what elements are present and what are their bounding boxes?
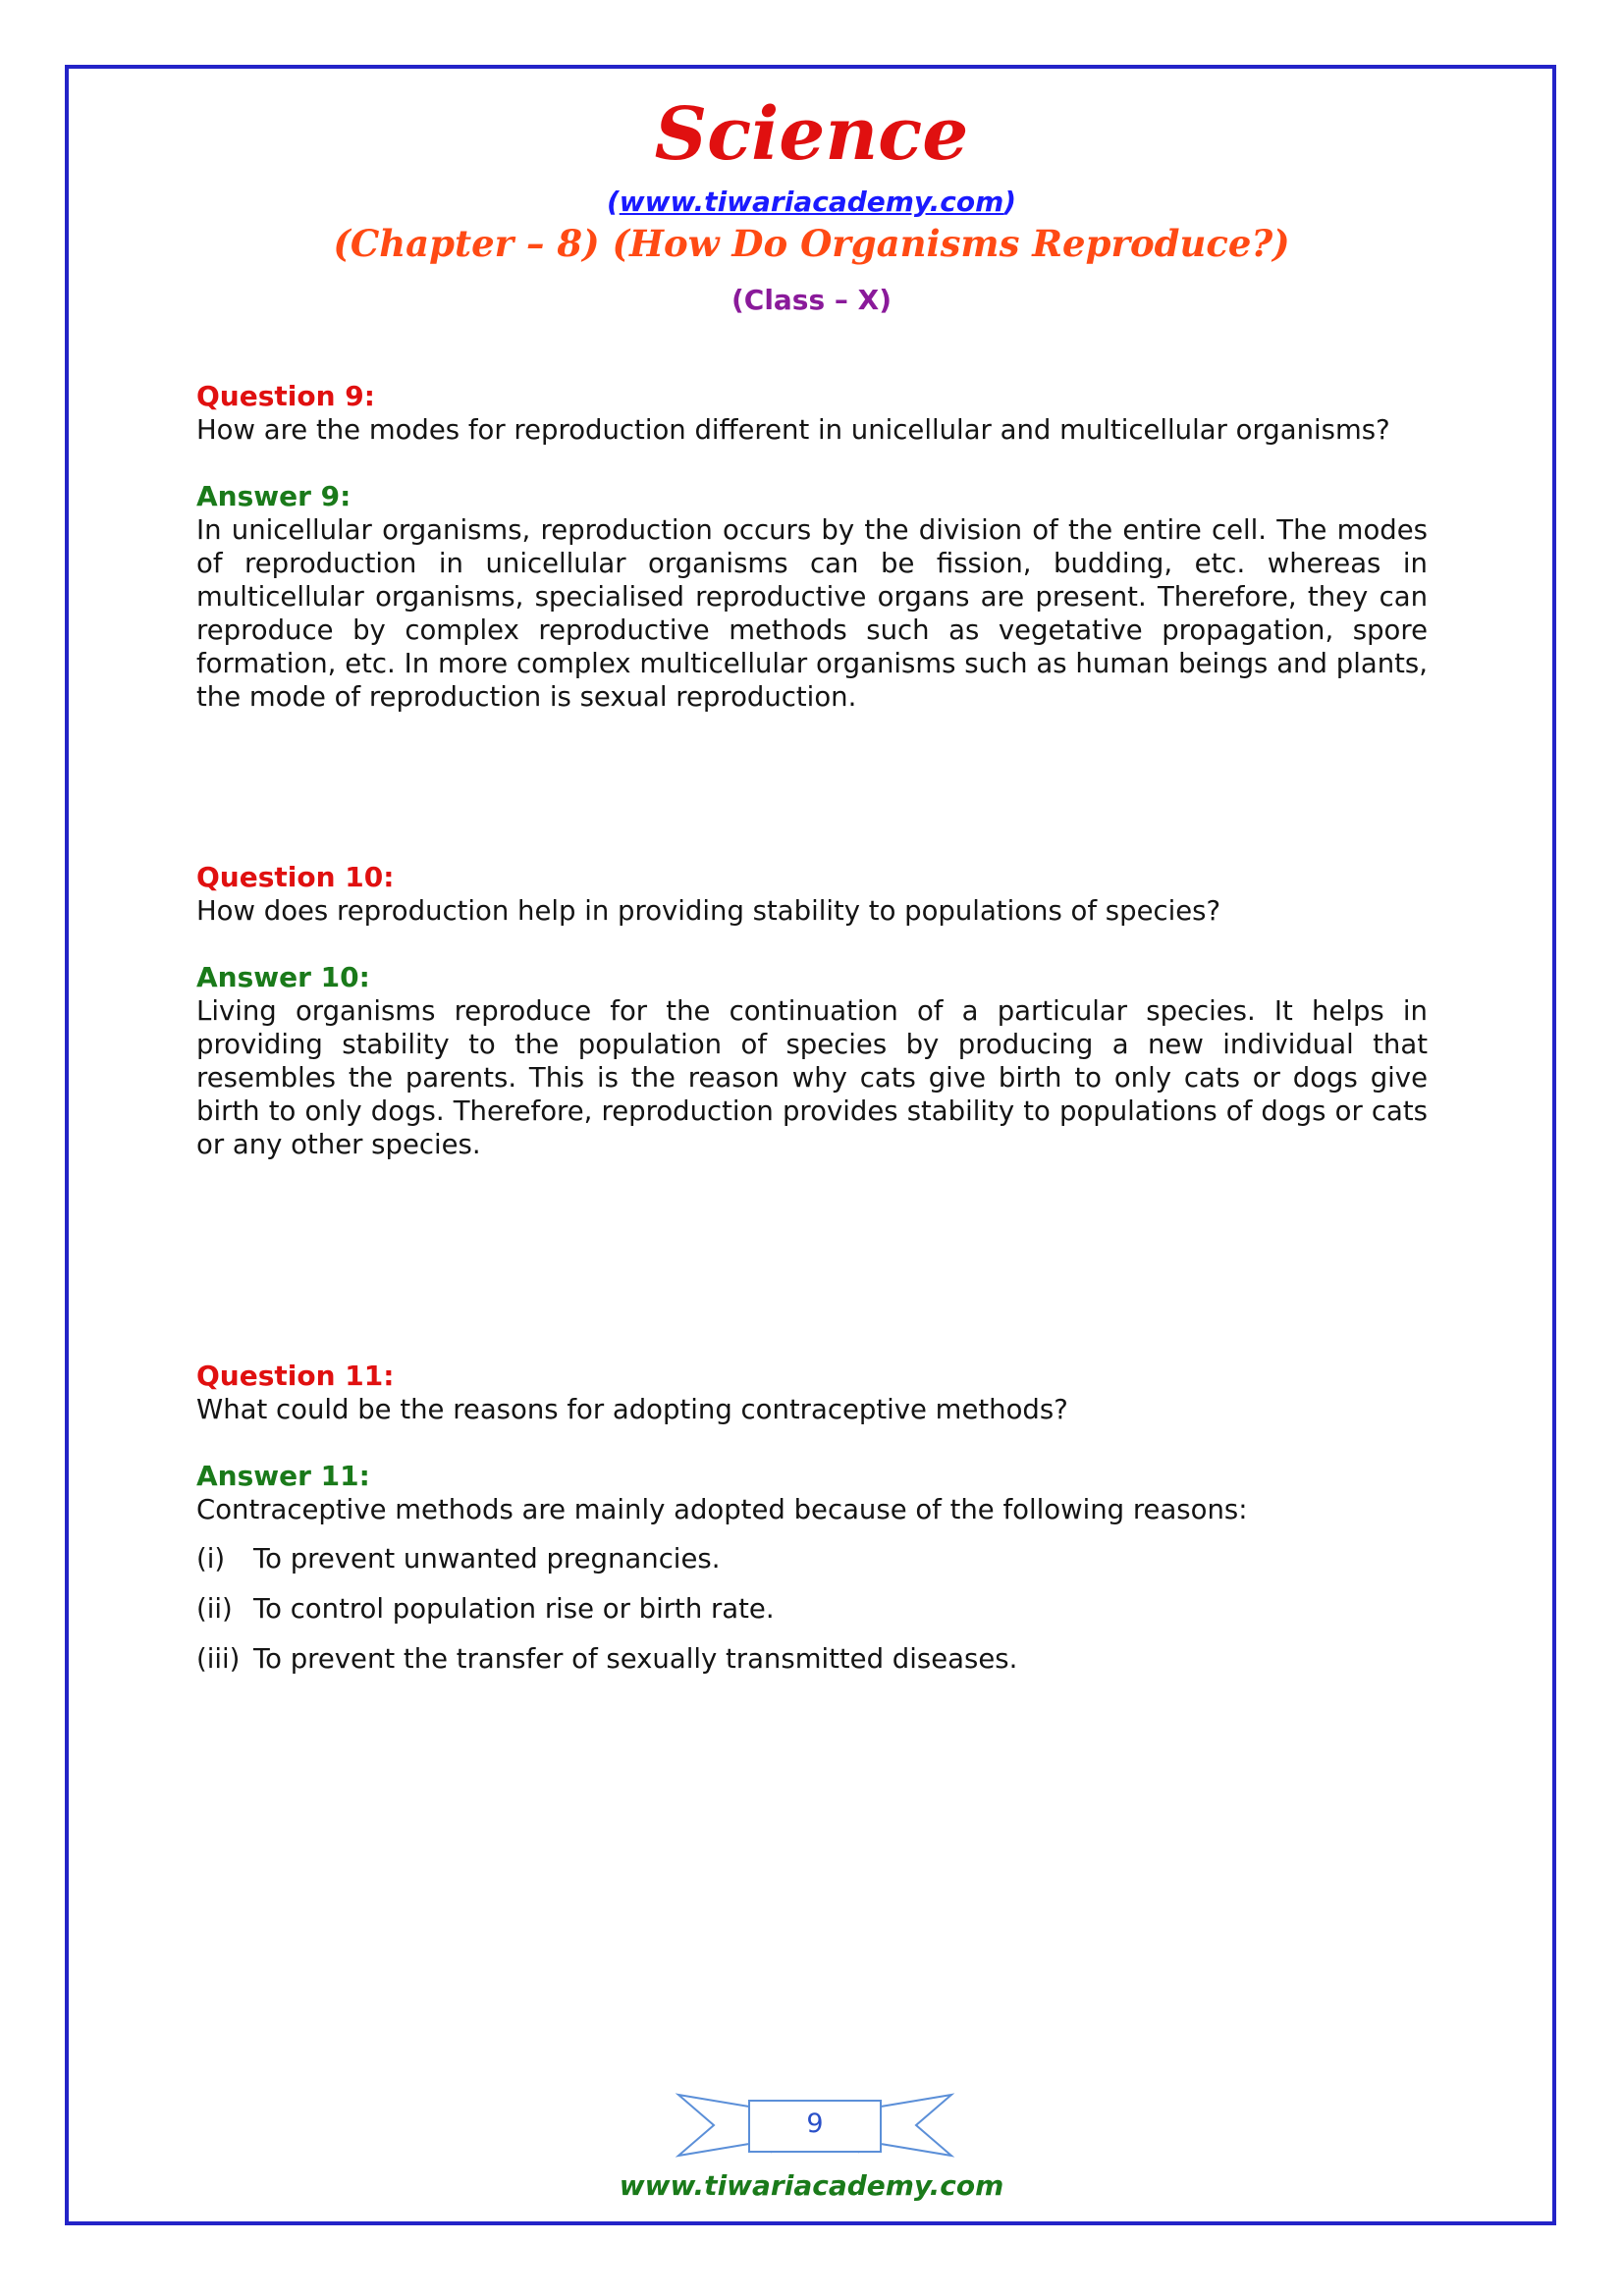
answer-label: Answer 11:: [196, 1460, 370, 1492]
answer-text: In unicellular organisms, reproduction occurs by the division of the entire cell. The modes of reproduction in unicellular organisms can be fission, budding, etc. whereas in multicellular organisms, specialised reproductive organs are present. Therefore, they can reproduce by complex reproductive methods such as vegetative propagation, spore formation, etc. In more complex multicellular organisms such as human beings and plants, the mode of reproduction is sexual reproduction.: [196, 514, 1428, 713]
question-text: How does reproduction help in providing stability to populations of species?: [196, 895, 1221, 927]
answer-text: Living organisms reproduce for the continuation of a particular species. It helps in providing stability to the population of species by producing a new individual that resembles the parents. This is the reason why cats give birth to only cats or dogs give birth to only dogs. Therefore, reproduction provides stability to populations of dogs or cats or any other species.: [196, 995, 1428, 1160]
page-title: Science: [654, 92, 969, 177]
question-label: Question 9:: [196, 380, 375, 412]
list-item-number: (ii): [196, 1593, 233, 1625]
list-item-text: To control population rise or birth rate.: [253, 1593, 775, 1625]
page-number: 9: [806, 2109, 824, 2139]
list-item-text: To prevent unwanted pregnancies.: [253, 1543, 721, 1575]
chapter-title: (Chapter – 8) (How Do Organisms Reproduce?): [333, 222, 1290, 265]
class-label: (Class – X): [730, 284, 893, 316]
question-10-block: [196, 861, 1428, 928]
answer-label: Answer 10:: [196, 961, 370, 993]
list-item-number: (i): [196, 1543, 226, 1575]
footer-site-link[interactable]: www.tiwariacademy.com: [619, 2169, 1004, 2202]
question-label: Question 10:: [196, 861, 395, 893]
site-link-open-paren: (: [606, 186, 620, 218]
question-text: How are the modes for reproduction different in unicellular and multicellular organisms?: [196, 414, 1390, 446]
answer-10-block: [196, 961, 1428, 1161]
answer-9-block: [196, 480, 1428, 714]
site-link-line: [0, 186, 1623, 218]
answer-11-block: [196, 1460, 1428, 1526]
site-link[interactable]: www.tiwariacademy.com: [619, 186, 1004, 218]
list-item-text: To prevent the transfer of sexually transmitted diseases.: [253, 1643, 1018, 1675]
list-item: [196, 1593, 775, 1625]
question-11-block: [196, 1360, 1428, 1426]
list-item-number: (iii): [196, 1643, 241, 1675]
answer-text: Contraceptive methods are mainly adopted because of the following reasons:: [196, 1494, 1248, 1525]
list-item: [196, 1643, 1017, 1675]
site-link-close-paren: ): [1003, 186, 1017, 218]
question-text: What could be the reasons for adopting contraceptive methods?: [196, 1394, 1068, 1425]
question-label: Question 11:: [196, 1360, 395, 1392]
question-9-block: [196, 380, 1428, 447]
answer-label: Answer 9:: [196, 480, 352, 512]
list-item: [196, 1543, 720, 1575]
page-number-ribbon: [673, 2085, 957, 2173]
